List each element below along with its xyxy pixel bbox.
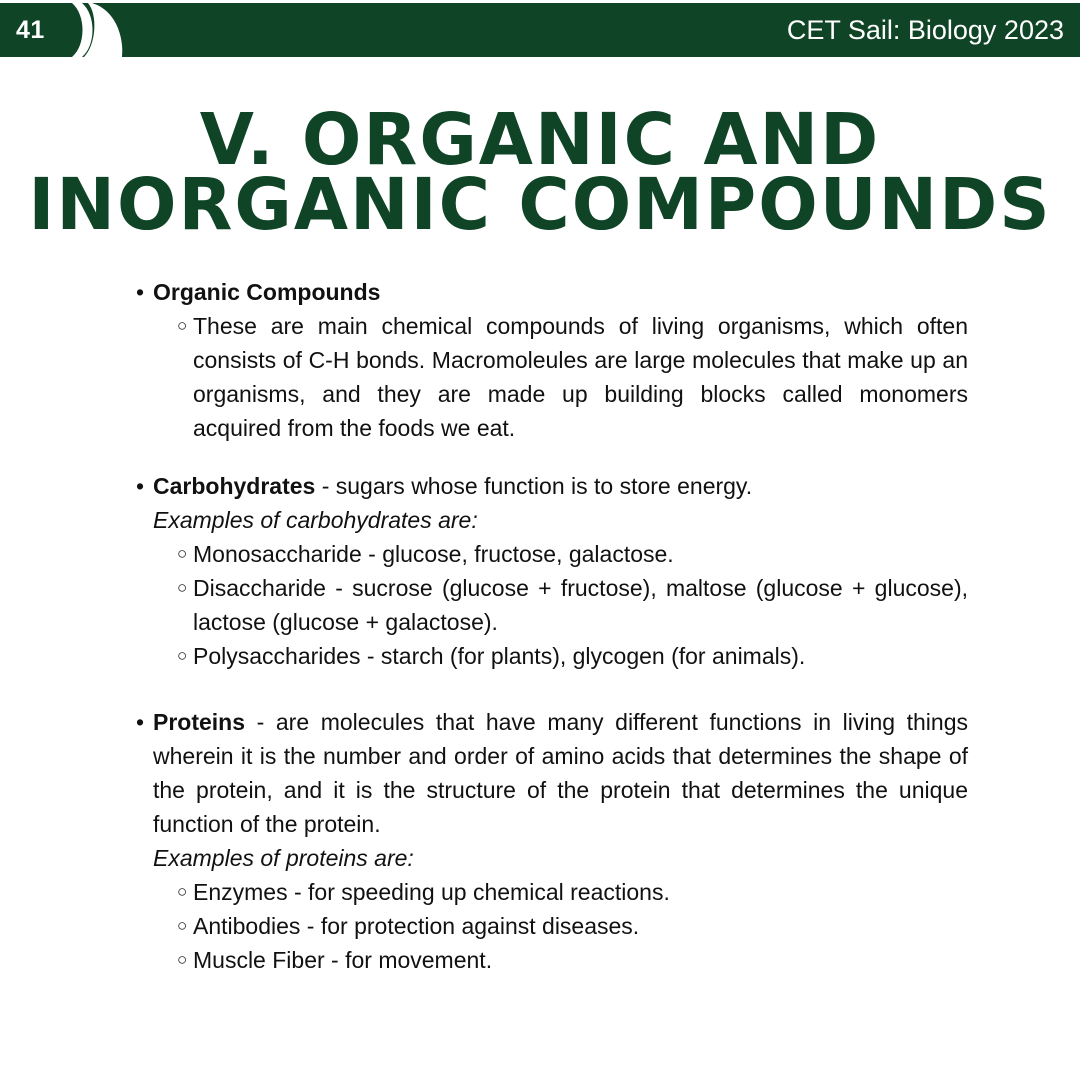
section-definition: - sugars whose function is to store energy. [315,473,753,499]
title-line-2: INORGANIC COMPOUNDS [28,162,1052,247]
bullet-icon: • [136,709,145,735]
circle-bullet-icon: ○ [177,544,188,563]
section-heading: Proteins [153,709,246,735]
swoosh-decoration-icon [58,3,128,57]
bullet-icon: • [136,279,145,305]
section-intro [153,705,968,841]
circle-bullet-icon: ○ [177,882,188,901]
section-carbohydrates [136,469,968,673]
section-definition: - are molecules that have many different functions in living things wherein it is the number and order of amino acids that determines the shape of the protein, and it is the structure of the protein that determines the unique function of the protein. [153,709,968,837]
examples-label: Examples of proteins are: [153,845,414,871]
item-text: Disaccharide - sucrose (glucose + fructose), maltose (glucose + glucose), lactose (glucose + galactose). [193,575,968,635]
item-text: These are main chemical compounds of living organisms, which often consists of C-H bonds. Macromoleules are large molecules that make up an organisms, and they are made up building blocks called monomers acquired from the foods we eat. [193,313,968,441]
list-item [177,571,968,639]
page-number: 41 [16,16,45,44]
bullet-icon: • [136,473,145,499]
section-heading: Organic Compounds [153,279,381,305]
item-text: Monosaccharide - glucose, fructose, galactose. [193,541,674,567]
circle-bullet-icon: ○ [177,950,188,969]
circle-bullet-icon: ○ [177,578,188,597]
sub-list [153,537,968,673]
item-text: Muscle Fiber - for movement. [193,947,493,973]
page-title [0,97,1080,247]
list-item [177,639,968,673]
list-item [177,909,968,943]
section-proteins [136,705,968,977]
book-title: CET Sail: Biology 2023 [786,15,1064,45]
item-text: Enzymes - for speeding up chemical reactions. [193,879,670,905]
circle-bullet-icon: ○ [177,916,188,935]
section-heading: Carbohydrates [153,473,316,499]
page-header [0,3,1080,57]
sub-list [153,309,968,445]
sub-list [153,875,968,977]
list-item [177,875,968,909]
list-item [177,943,968,977]
circle-bullet-icon: ○ [177,646,188,665]
section-organic-compounds [136,275,968,445]
circle-bullet-icon: ○ [177,316,188,335]
item-text: Polysaccharides - starch (for plants), glycogen (for animals). [193,643,806,669]
title-line-1: V. ORGANIC AND [199,97,881,182]
examples-label: Examples of carbohydrates are: [153,507,478,533]
section-intro [153,469,968,503]
item-text: Antibodies - for protection against diseases. [193,913,640,939]
list-item [177,309,968,445]
content [136,275,968,977]
list-item [177,537,968,571]
